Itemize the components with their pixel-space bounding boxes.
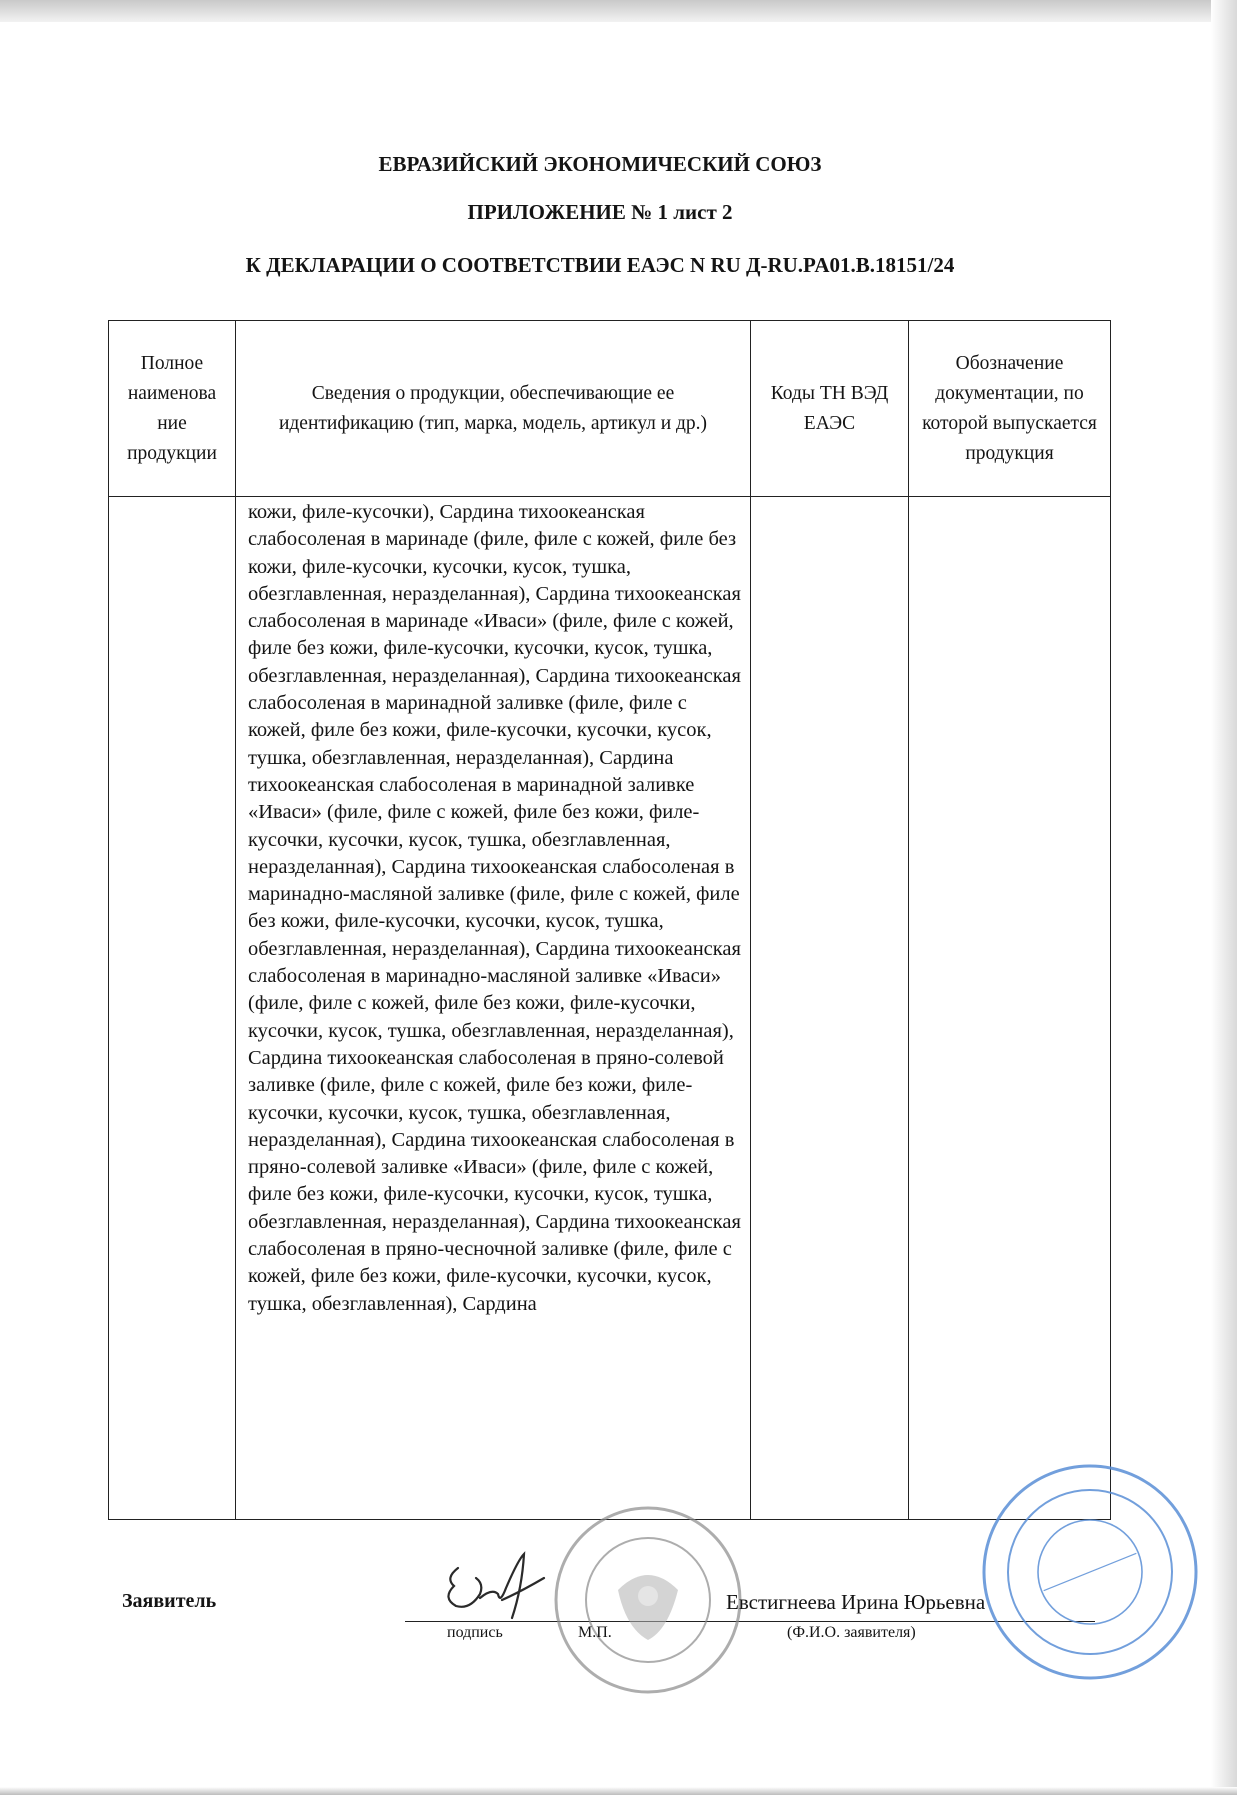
table-row — [109, 497, 1111, 1520]
signature-caption: подпись — [447, 1624, 503, 1641]
applicant-name: Евстигнеева Ирина Юрьевна — [726, 1590, 986, 1614]
table-header-row — [109, 321, 1111, 497]
cell-documentation — [909, 497, 1111, 1520]
scan-edge-top — [0, 0, 1237, 22]
name-caption: (Ф.И.О. заявителя) — [787, 1624, 916, 1641]
scan-edge-right — [1211, 0, 1237, 1795]
cell-identification: кожи, филе-кусочки), Сардина тихоокеанская слабосоленая в маринаде (филе, филе с кожей, филе без кожи, филе-кусочки, кусочки, кусок, тушка, обезглавленная, неразделанная), Сардина тихоокеанская слабосоленая в маринаде «Иваси» (филе, филе с кожей, филе без кожи, филе-кусочки, кусочки, кусок, тушка, обезглавленная, неразделанная), Сардина тихоокеанская слабосоленая в маринадной заливке (филе, филе с кожей, филе без кожи, филе-кусочки, кусочки, кусок, тушка, обезглавленная, неразделанная), Сардина тихоокеанская слабосоленая в маринадной заливке «Иваси» (филе, филе с кожей, филе без кожи, филе-кусочки, кусочки, кусок, тушка, обезглавленная, неразделанная), Сардина тихоокеанская слабосоленая в маринадно-масляной заливке (филе, филе с кожей, филе без кожи, филе-кусочки, кусочки, кусок, тушка, обезглавленная, неразделанная), Сардина тихоокеанская слабосоленая в маринадно-масляной заливке «Иваси» (филе, филе с кожей, филе без кожи, филе-кусочки, кусочки, кусок, тушка, обезглавленная, неразделанная), Сардина тихоокеанская слабосоленая в пряно-солевой заливке (филе, филе с кожей, филе без кожи, филе-кусочки, кусочки, кусок, тушка, обезглавленная, неразделанная), Сардина тихоокеанская слабосоленая в пряно-солевой заливке «Иваси» (филе, филе с кожей, филе без кожи, филе-кусочки, кусочки, кусок, тушка, обезглавленная, неразделанная), Сардина тихоокеанская слабосоленая в пряно-чесночной заливке (филе, филе с кожей, филе без кожи, филе-кусочки, кусочки, кусок, тушка, обезглавленная), Сардина — [236, 497, 751, 1520]
column-header-codes: Коды ТН ВЭД ЕАЭС — [751, 321, 909, 497]
applicant-label: Заявитель — [122, 1590, 217, 1612]
handwritten-signature-icon — [440, 1548, 560, 1628]
seal-caption: М.П. — [578, 1624, 612, 1641]
column-header-name: Полное наименова ние продукции — [109, 321, 236, 497]
scan-edge-bottom — [0, 1787, 1237, 1795]
declaration-title: К ДЕКЛАРАЦИИ О СООТВЕТСТВИИ ЕАЭС N RU Д-RU.PA01.В.18151/24 — [245, 253, 955, 277]
cell-codes — [751, 497, 909, 1520]
column-header-identification: Сведения о продукции, обеспечивающие ее идентификацию (тип, марка, модель, артикул и др.) — [236, 321, 751, 497]
annex-title: ПРИЛОЖЕНИЕ № 1 лист 2 — [467, 200, 733, 224]
cell-product-name — [109, 497, 236, 1520]
blue-certificate-stamp-icon — [978, 1460, 1202, 1684]
round-seal-icon — [548, 1500, 748, 1700]
union-title: ЕВРАЗИЙСКИЙ ЭКОНОМИЧЕСКИЙ СОЮЗ — [378, 152, 822, 176]
column-header-documentation: Обозначение документации, по которой выпускается продукция — [909, 321, 1111, 497]
product-table — [108, 320, 1111, 1520]
